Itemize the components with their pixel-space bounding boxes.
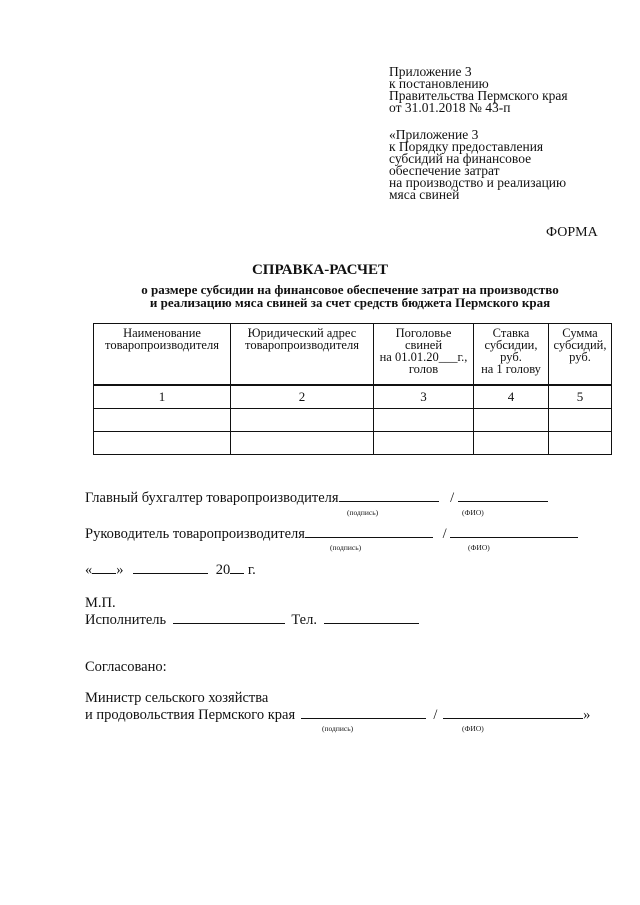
quote-close: » [116,562,124,578]
signature-caption: (подпись) [347,508,379,517]
annex-line: от 31.01.2018 № 43-п [389,100,511,115]
column-number: 5 [549,386,612,409]
quote-open: « [85,562,93,578]
phone-field[interactable] [324,612,419,624]
column-number: 4 [474,386,549,409]
slash: / [450,490,455,506]
executor-row [85,612,419,629]
table-header-row [94,324,612,385]
agreed-label: Согласовано: [85,659,167,675]
director-row [85,526,578,543]
year-prefix: 20 [215,562,231,578]
annex-line: к постановлению [389,76,489,91]
header-cell-producer: Наименование товаропроизводителя [94,324,231,385]
executor-field[interactable] [173,612,285,624]
column-number: 1 [94,386,231,409]
table-cell[interactable] [549,409,612,432]
header-cell-address: Юридический адрес товаропроизводителя [231,324,374,385]
fio-caption: (ФИО) [468,543,490,552]
day-field[interactable] [92,562,116,574]
annex-inner-line: обеспечение затрат [389,163,500,178]
chief-accountant-signature-field[interactable] [339,490,439,502]
director-label: Руководитель товаропроизводителя [85,526,305,542]
table-cell[interactable] [94,432,231,455]
minister-row [85,707,590,724]
minister-line-1: Министр сельского хозяйства [85,690,269,706]
fio-caption: (ФИО) [462,724,484,733]
table-cell[interactable] [474,432,549,455]
executor-label: Исполнитель [85,612,167,628]
slash: / [433,707,438,723]
calculation-table [93,323,611,455]
annex-line: Правительства Пермского края [389,88,568,103]
subtitle-line: и реализацию мяса свиней за счет средств бюджета Пермского края [149,295,551,310]
column-number: 2 [231,386,374,409]
chief-accountant-label: Главный бухгалтер товаропроизводителя [85,490,339,506]
annex-inner-line: мяса свиней [389,187,460,202]
signature-caption: (подпись) [330,543,362,552]
year-suffix: г. [247,562,256,578]
annex-inner-block [389,129,566,201]
date-row [85,562,256,579]
header-cell-sum: Сумма субсидий, руб. [549,324,612,385]
fio-caption: (ФИО) [462,508,484,517]
table-cell[interactable] [374,409,474,432]
table-row [94,432,612,455]
table-cell[interactable] [474,409,549,432]
table-row [94,409,612,432]
annex-inner-line: «Приложение 3 [389,127,479,142]
signature-caption: (подпись) [322,724,354,733]
header-cell-rate: Ставка субсидии, руб. на 1 голову [474,324,549,385]
table-cell[interactable] [549,432,612,455]
stamp-label: М.П. [85,595,116,611]
header-cell-headcount: Поголовье свиней на 01.01.20___г., голов [374,324,474,385]
table-number-row [94,386,612,409]
annex-inner-line: на производство и реализацию [389,175,567,190]
minister-signature-field[interactable] [301,707,426,719]
annex-line: Приложение 3 [389,64,472,79]
table-cell[interactable] [231,432,374,455]
month-field[interactable] [133,562,208,574]
phone-label: Тел. [291,612,317,628]
document-title: СПРАВКА-РАСЧЕТ [251,262,389,278]
table-cell[interactable] [231,409,374,432]
form-label: ФОРМА [546,225,598,240]
annex-block [389,66,568,114]
minister-fio-field[interactable] [443,707,583,719]
slash: / [442,526,447,542]
year-field[interactable] [230,562,244,574]
director-signature-field[interactable] [305,526,433,538]
chief-accountant-row [85,490,548,507]
chief-accountant-fio-field[interactable] [458,490,548,502]
director-fio-field[interactable] [450,526,578,538]
document-subtitle [60,283,640,309]
annex-inner-line: к Порядку предоставления [389,139,544,154]
minister-label: и продовольствия Пермского края [85,707,296,723]
subtitle-line: о размере субсидии на финансовое обеспечение затрат на производство [141,282,559,297]
closing-quote: » [583,707,591,723]
annex-inner-line: субсидий на финансовое [389,151,532,166]
column-number: 3 [374,386,474,409]
table-cell[interactable] [374,432,474,455]
table-cell[interactable] [94,409,231,432]
